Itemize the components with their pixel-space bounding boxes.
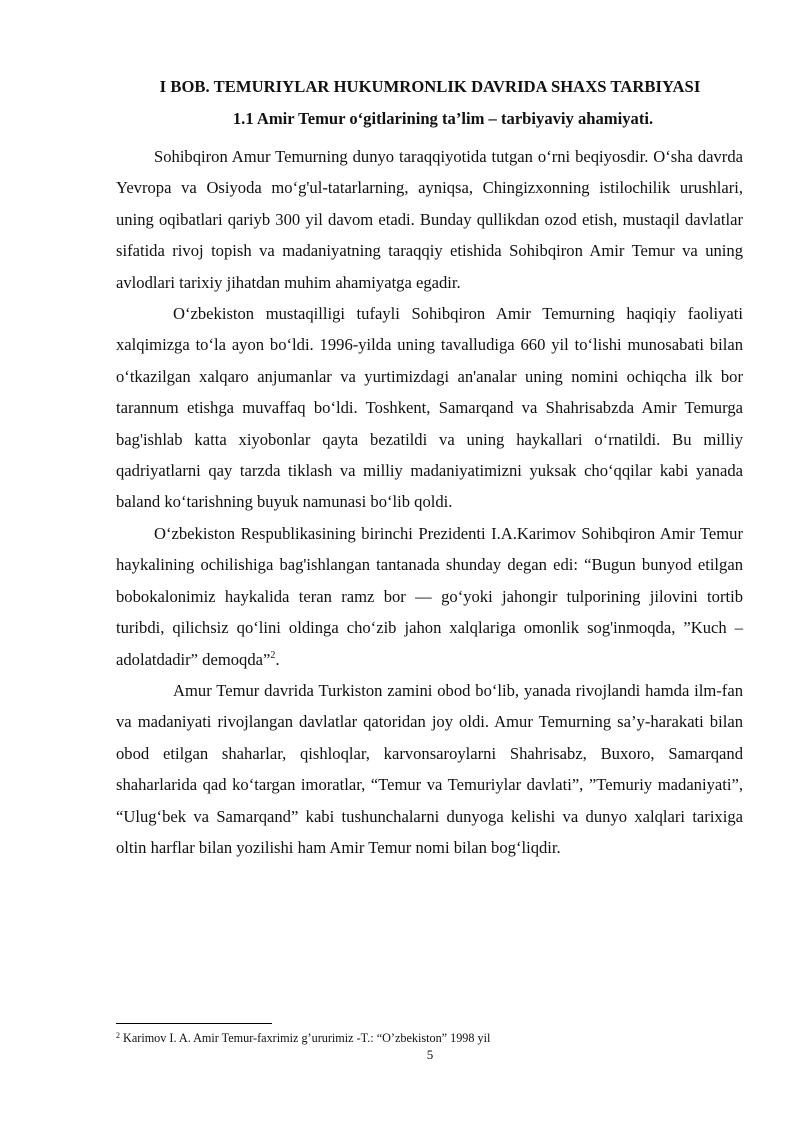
footnote-reference[interactable]: 2	[270, 649, 276, 661]
chapter-title: I BOB. TEMURIYLAR HUKUMRONLIK DAVRIDA SHAXS TARBIYASI	[159, 77, 701, 96]
paragraph-4: Amur Temur davrida Turkiston zamini obod bo‘lib, yanada rivojlandi hamda ilm-fan va madaniyati rivojlangan davlatlar qatoridan joy oldi. Amur Temurning sa’y-harakati bilan obod etilgan shaharlar, qishloqlar, karvonsaroylarni Shahrisabz, Buxoro, Samarqand shaharlarida qad ko‘targan imoratlar, “Temur va Temuriylar davlati”, ”Temuriy madaniyati”, “Ulug‘bek va Samarqand” kabi tushunchalarni dunyoga kelishi va dunyo xalqlari tarixiga oltin harflar bilan yozilishi ham Amir Temur nomi bilan bog‘liqdir.	[116, 680, 743, 857]
footnote-separator	[116, 1023, 272, 1024]
body-text	[116, 141, 743, 863]
paragraph-3-end: .	[275, 649, 280, 669]
footnote	[116, 1030, 743, 1046]
paragraph-2: O‘zbekiston mustaqilligi tufayli Sohibqiron Amir Temurning haqiqiy faoliyati xalqimizga to‘la ayon bo‘ldi. 1996-yilda uning tavalludiga 660 yil to‘lishi munosabati bilan o‘tkazilgan xalqaro anjumanlar va yurtimizdagi an'analar uning nomini ochiqcha ilk bor tarannum etishga muvaffaq bo‘ldi. Toshkent, Samarqand va Shahrisabzda Amir Temurga bag'ishlab katta xiyobonlar qayta bezatildi va uning haykallari o‘rnatildi. Bu milliy qadriyatlarni qay tarzda tiklash va milliy madaniyatimizni yuksak cho‘qqilar kabi yanada baland ko‘tarishning buyuk namunasi bo‘lib qoldi.	[116, 304, 743, 512]
paragraph-3	[116, 518, 743, 675]
footnote-marker: 2	[116, 1031, 120, 1040]
paragraph-3-text: O‘zbekiston Respublikasining birinchi Prezidenti I.A.Karimov Sohibqiron Amir Temur haykalining ochilishiga bag'ishlangan tantanada shunday degan edi: “Bugun bunyod etilgan bobokalonimiz haykalida teran ramz bor — go‘yoki jahongir tulporining jilovini tortib turibdi, qilichsiz qo‘lini oldinga cho‘zib jahon xalqlariga omonlik sog'inmoqda, ”Kuch – adolatdadir” demoqda”	[116, 523, 743, 669]
paragraph-1: Sohibqiron Amur Temurning dunyo taraqqiyotida tutgan o‘rni beqiyosdir. O‘sha davrda Yevropa va Osiyoda mo‘g'ul-tatarlarning, ayniqsa, Chingizxonning istilochilik urushlari, uning oqibatlari qariyb 300 yil davom etadi. Bunday qullikdan ozod etish, mustaqil davlatlar sifatida rivoj topish va madaniyatning taraqqiy etishida Sohibqiron Amir Temur va uning avlodlari tarixiy jihatdan muhim ahamiyatga egadir.	[116, 147, 743, 292]
footnote-text: Karimov I. A. Amir Temur-faxrimiz g’ururimiz -T.: “O’zbekiston” 1998 yil	[120, 1031, 491, 1045]
page-number: 5	[426, 1047, 434, 1062]
section-title: 1.1 Amir Temur o‘gitlarining ta’lim – tarbiyaviy ahamiyati.	[232, 109, 654, 128]
